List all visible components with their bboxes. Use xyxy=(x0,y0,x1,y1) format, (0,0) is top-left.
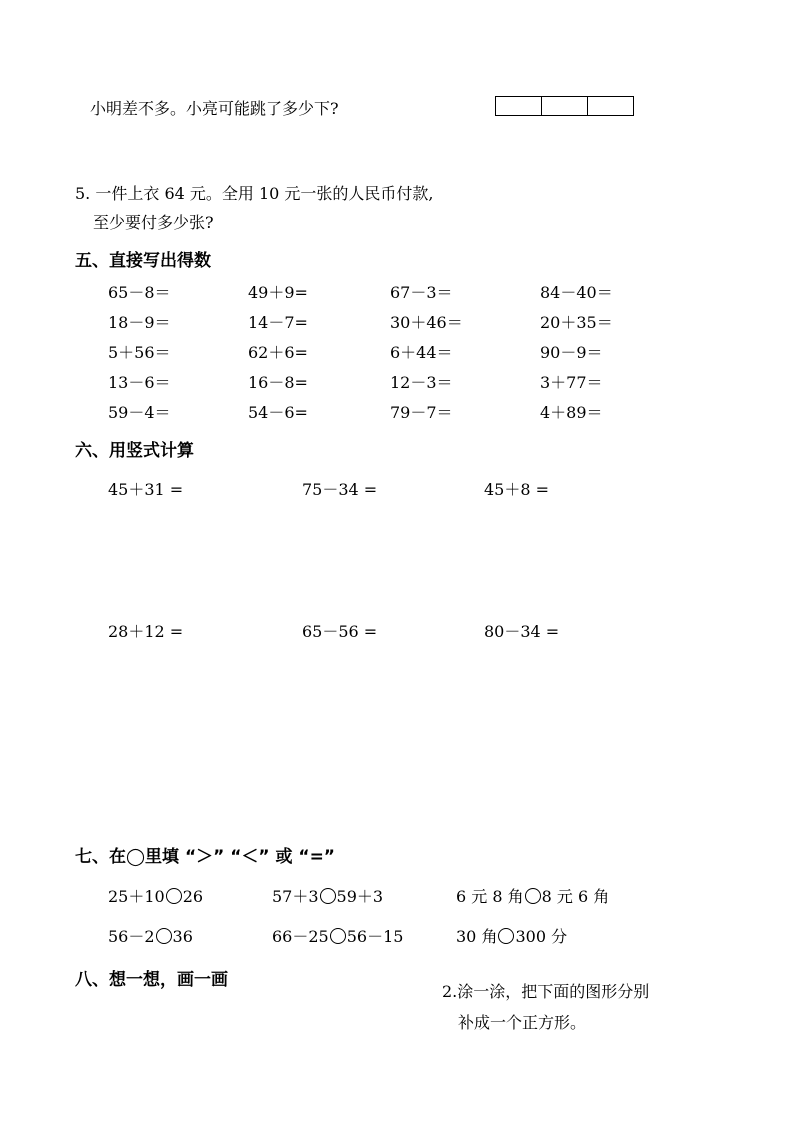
vertical-calc-item: 45＋31 = xyxy=(108,480,184,499)
calc-item: 20＋35＝ xyxy=(540,313,613,332)
calc-item: 65－8＝ xyxy=(108,283,171,302)
compare-left: 57＋3 xyxy=(272,887,319,906)
calc-item: 54－6= xyxy=(248,403,308,422)
section6-title: 六、用竖式计算 xyxy=(75,441,194,461)
calc-item: 67－3＝ xyxy=(390,283,453,302)
calc-item: 49＋9= xyxy=(248,283,308,302)
compare-item xyxy=(108,887,203,907)
calc-item: 90－9＝ xyxy=(540,343,603,362)
section8-title: 八、想一想，画一画 xyxy=(75,970,228,990)
compare-left: 30 角 xyxy=(456,927,498,946)
calc-item: 5＋56＝ xyxy=(108,343,171,362)
compare-circle[interactable] xyxy=(156,928,172,944)
calc-item: 3＋77＝ xyxy=(540,373,603,392)
section7-title: 七、在◯里填 “＞” “＜” 或 “=” xyxy=(75,847,335,867)
compare-item xyxy=(272,887,383,907)
compare-left: 25＋10 xyxy=(108,887,165,906)
calc-item: 30＋46＝ xyxy=(390,313,463,332)
compare-right: 59＋3 xyxy=(336,887,384,906)
section5-title: 五、直接写出得数 xyxy=(75,251,211,271)
compare-left: 66－25 xyxy=(272,927,329,946)
compare-left: 6 元 8 角 xyxy=(456,887,524,906)
compare-circle[interactable] xyxy=(498,928,514,944)
compare-right: 26 xyxy=(182,887,204,906)
section8-sub-line1: 2.涂一涂，把下面的图形分别 xyxy=(442,982,650,1001)
q5-line1: 5. 一件上衣 64 元。全用 10 元一张的人民币付款, xyxy=(75,184,434,203)
calc-item: 84－40＝ xyxy=(540,283,613,302)
compare-left: 56－2 xyxy=(108,927,155,946)
answer-box[interactable] xyxy=(496,97,542,115)
calc-item: 79－7＝ xyxy=(390,403,453,422)
compare-right: 56－15 xyxy=(346,927,404,946)
compare-right: 36 xyxy=(172,927,193,946)
answer-boxes[interactable] xyxy=(495,96,634,116)
compare-circle[interactable] xyxy=(166,888,182,904)
compare-item xyxy=(108,927,193,947)
calc-item: 6＋44＝ xyxy=(390,343,453,362)
calc-item: 18－9＝ xyxy=(108,313,171,332)
calc-item: 16－8= xyxy=(248,373,308,392)
compare-right: 300 分 xyxy=(515,927,568,946)
question-tail: 小明差不多。小亮可能跳了多少下? xyxy=(90,99,339,118)
vertical-calc-item: 80－34 = xyxy=(484,622,560,641)
vertical-calc-item: 45＋8 = xyxy=(484,480,550,499)
vertical-calc-item: 75－34 = xyxy=(302,480,378,499)
compare-item xyxy=(272,927,403,947)
compare-circle[interactable] xyxy=(525,888,541,904)
section8-sub-line2: 补成一个正方形。 xyxy=(458,1013,587,1032)
q5-line2: 至少要付多少张? xyxy=(93,213,214,232)
answer-box[interactable] xyxy=(542,97,588,115)
vertical-calc-item: 65－56 = xyxy=(302,622,378,641)
compare-circle[interactable] xyxy=(330,928,346,944)
calc-item: 13－6＝ xyxy=(108,373,171,392)
calc-item: 4＋89＝ xyxy=(540,403,603,422)
calc-item: 12－3＝ xyxy=(390,373,453,392)
compare-right: 8 元 6 角 xyxy=(541,887,610,906)
calc-item: 14－7= xyxy=(248,313,308,332)
vertical-calc-item: 28＋12 = xyxy=(108,622,184,641)
compare-circle[interactable] xyxy=(320,888,336,904)
compare-item xyxy=(456,927,567,947)
answer-box[interactable] xyxy=(588,97,633,115)
compare-item xyxy=(456,887,609,907)
calc-item: 59－4＝ xyxy=(108,403,171,422)
calc-item: 62＋6= xyxy=(248,343,308,362)
